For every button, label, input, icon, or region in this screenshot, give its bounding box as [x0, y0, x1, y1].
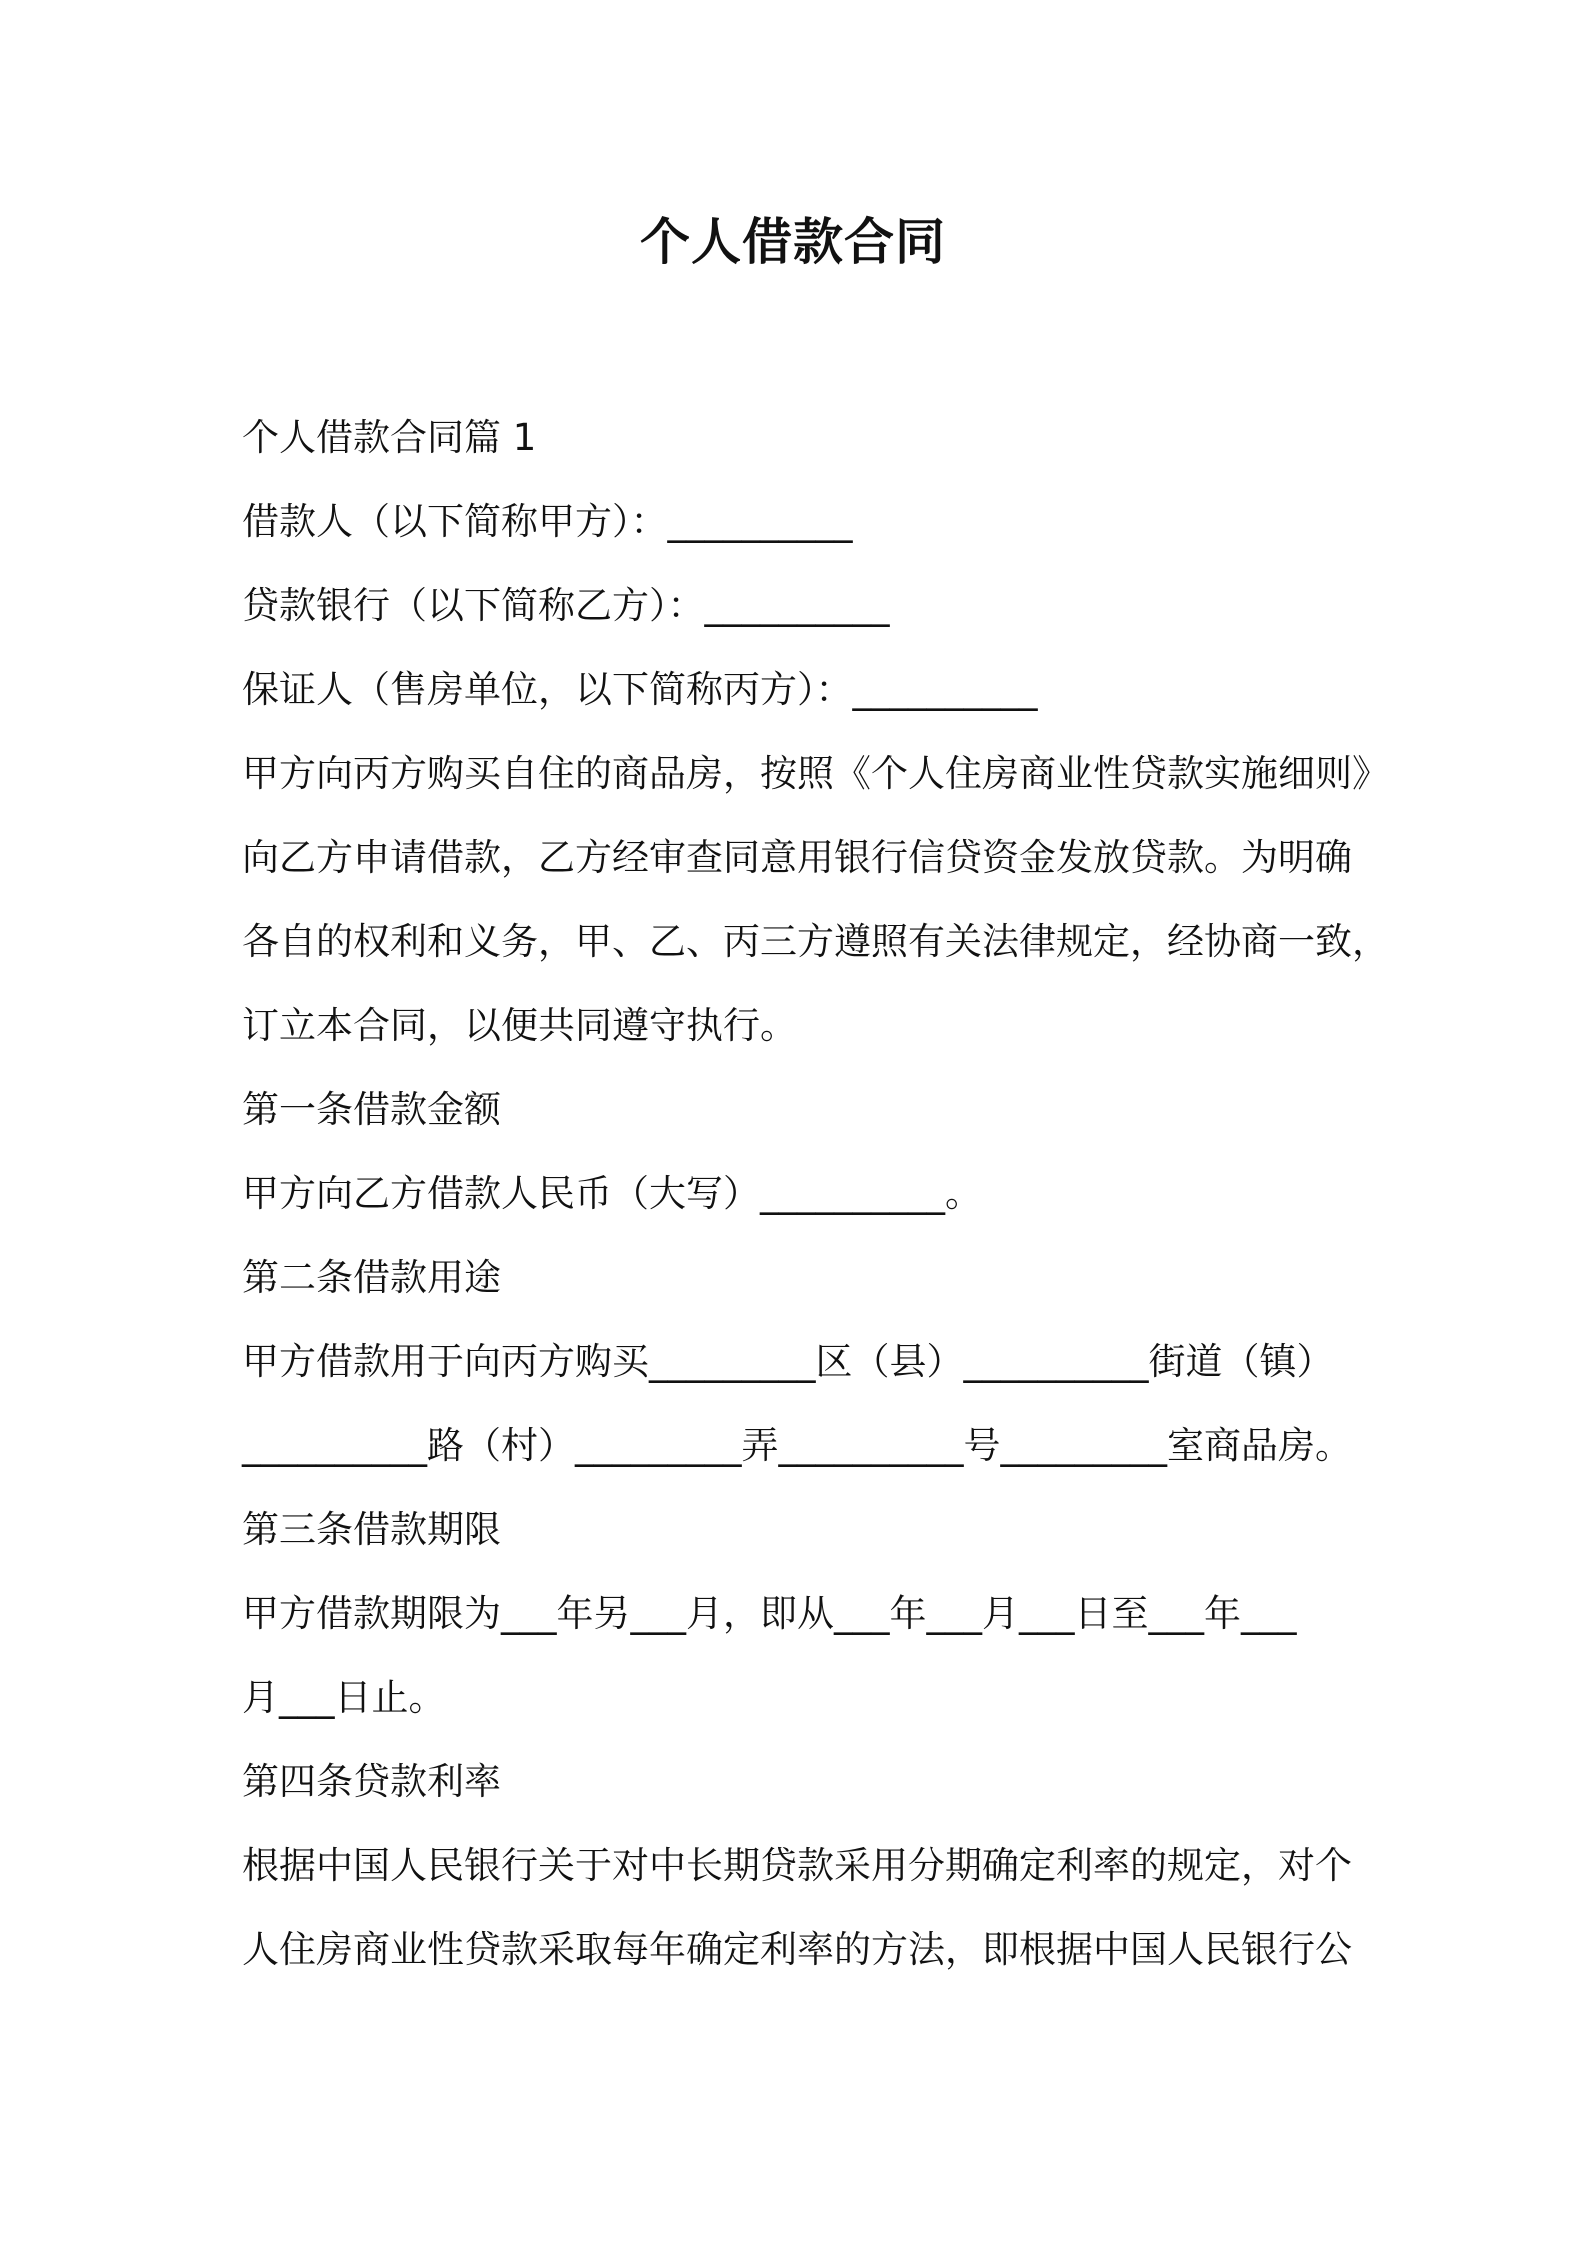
- preamble-line: 向乙方申请借款，乙方经审查同意用银行信贷资金发放贷款。为明确: [242, 836, 1352, 879]
- document-title: 个人借款合同: [640, 213, 946, 271]
- article-4-body-line: 根据中国人民银行关于对中长期贷款采用分期确定利率的规定，对个: [242, 1844, 1352, 1887]
- preamble-line: 各自的权利和义务，甲、乙、丙三方遵照有关法律规定，经协商一致，: [242, 920, 1389, 963]
- article-3-body-line: 月___日止。: [242, 1676, 446, 1719]
- preamble-line: 甲方向丙方购买自住的商品房，按照《个人住房商业性贷款实施细则》: [242, 752, 1389, 795]
- article-2-body-line: __________路（村）_________弄__________号_________室商品房。: [242, 1424, 1352, 1467]
- party-borrower: 借款人（以下简称甲方）：__________: [242, 500, 853, 543]
- section-subtitle: 个人借款合同篇 1: [242, 416, 537, 459]
- article-4-heading: 第四条贷款利率: [242, 1760, 501, 1803]
- party-guarantor: 保证人（售房单位，以下简称丙方）：__________: [242, 668, 1038, 711]
- party-bank: 贷款银行（以下简称乙方）：__________: [242, 584, 890, 627]
- article-1-heading: 第一条借款金额: [242, 1088, 501, 1131]
- article-3-heading: 第三条借款期限: [242, 1508, 501, 1551]
- preamble-line: 订立本合同，以便共同遵守执行。: [242, 1004, 797, 1047]
- article-2-heading: 第二条借款用途: [242, 1256, 501, 1299]
- article-3-body-line: 甲方借款期限为___年另___月，即从___年___月___日至___年___: [242, 1592, 1297, 1635]
- article-1-body: 甲方向乙方借款人民币（大写）__________。: [242, 1172, 982, 1215]
- article-4-body-line: 人住房商业性贷款采取每年确定利率的方法，即根据中国人民银行公: [242, 1928, 1352, 1971]
- article-2-body-line: 甲方借款用于向丙方购买_________区（县）__________街道（镇）: [242, 1340, 1334, 1383]
